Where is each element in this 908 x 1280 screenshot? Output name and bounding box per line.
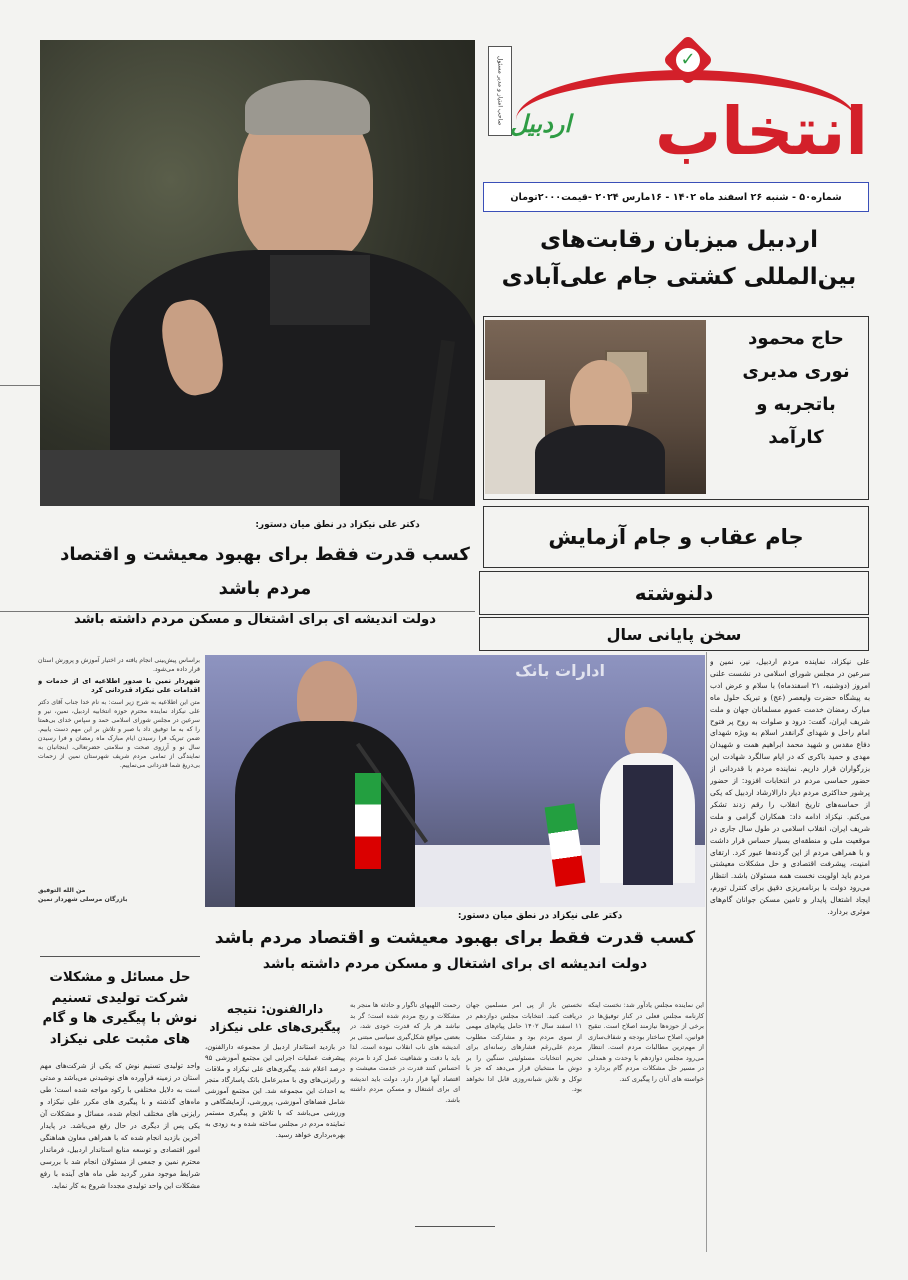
second-title[interactable]: کسب قدرت فقط برای بهبود معیشت و اقتصاد مردم باشد [214,928,696,948]
main-title[interactable]: کسب قدرت فقط برای بهبود معیشت و اقتصاد مردم باشد [60,544,470,599]
check-icon: ✓ [676,48,700,72]
divider [415,1226,495,1227]
issue-line: شماره۵۰ - شنبه ۲۶ اسفند ماه ۱۴۰۲ - ۱۶مارس ۲۰۲۴ -قیمت۲۰۰۰تومان [483,182,869,212]
flag-left [355,773,381,869]
profile-photo [485,320,706,494]
middle-column-3: این نماینده مجلس یادآور شد: نخست اینکه کارنامه مجلس فعلی در کنار توفیق‌ها در برخی از حوزه‌ها نیازمند اصلاح است. تنقیح قوانین، اصلاح ساختار بودجه و شفاف‌سازی از مهم‌ترین مطالبات مردم است. انتظار می‌رود مجلس دوازدهم با وحدت و همدلی در مسیر حل مشکلات مردم گام بردارد و خواسته های آنان را پیگیری کند. [588,1001,704,1083]
side-badge: صاحب امتیاز و مدیر مسئول [488,46,512,136]
headline-box-3[interactable]: سخن پایانی سال [479,617,869,651]
divider [0,385,40,386]
second-kicker: دکتر علی نیکزاد در نطق میان دستور: [457,911,623,921]
event-photo [205,655,705,907]
left-bold: شهردار نمین با صدور اطلاعیه ای از خدمات و اقدامات علی نیکزاد قدردانی کرد [38,677,200,694]
banner-text: ادارات بانک [515,661,605,680]
sign-name: من الله التوفیق [38,887,86,894]
headline-box-1[interactable]: جام عقاب و جام آزمایش [483,506,869,568]
logo-sub: اردبیل [510,110,572,138]
right-column: علی نیکزاد، نماینده مردم اردبیل، نیر، نمین و سرعین در مجلس شورای اسلامی در نشست علنی امروز (دوشنبه، ۲۱ اسفندماه) با سلام و عرض ادب به پیشگاه حضرت ولیعصر (عج) و تبریک حلول ماه مبارک رمضان خدمت عموم مسلمانان جهان و ملت شریف ایران، گفت: درود و صلوات به روح پر فتوح امام راحل و شهدای گرانقدر اسلام به ویژه شهدای دفاع مقدس و شهید محمد ابراهیم همت و شهیدان مهدی و حمید باکری که در ایام سالگرد شهادت این بزرگواران قرار داریم. نماینده مردم با قدردانی از حضور حماسی مردم در انتخابات افزود: از حضور پرشور حداکثری مردم دیار دارالارشاد اردبیل که یکی از حماسه‌های تاریخ انقلاب را رقم زدند تشکر می‌کنم. نیکزاد ادامه داد: همکاران گرامی و ملت شریف ایران، انقلاب اسلامی در طول سال جاری در موقعیت ملی و منطقه‌ای بسیار حساس قرار داشت و با همراهی مردم از این گردنه‌ها عبور کرد. ارتقای امنیت، پیشرفت اقتصادی و حل مشکلات معیشتی مردم باید اولویت نخست همه مسئولان باشد. انتظار می‌رود دولت با برنامه‌ریزی دقیق برای کنترل تورم، ایجاد اشتغال پایدار و تامین مسکن جوانان گام‌های موثری بردارد. [710,657,870,917]
sign-role: بازرگان مرسلی شهردار نمین [38,896,128,903]
middle-column-2: نخستین بار از پی امر مسلمین جهان دریافت کنید. انتخابات مجلس دوازدهم در ۱۱ اسفند سال ۱۴۰۲ حامل پیام‌های مهمی از سوی مردم بود و مشارکت مطلوب مردم علی‌رغم فشارهای رسانه‌ای برای تحریم انتخابات مسئولیتی سنگین را بر دوش ما منتخبان قرار می‌دهد که جز با توکل و تلاش شبانه‌روزی قابل ادا نخواهد بود. [466,1001,582,1093]
top-headline[interactable]: اردبیل میزبان رقابت‌های بین‌المللی کشتی جام علی‌آبادی [501,227,857,290]
logo-main: انتخاب [654,93,868,170]
hero-photo [40,40,475,506]
profile-headline[interactable]: حاج محمود نوری مدیری باتجربه و کارآمد [742,328,850,448]
main-subtitle: دولت اندیشه ای برای اشتغال و مسکن مردم داشته باشد [74,612,436,627]
middle-column-1: رحمت اللهیهای ناگوار و حادثه ها منجر به مشکلات و رنج مردم شده است؛ گر بد نباشد هر بار که قدرت خودی شد، در بعضی مواقع شکل‌گیری سیاسی مبتنی بر اندیشه های ناب انقلاب نبوده است. لذا باید با دقت و شفافیت عمل کرد تا مردم احساس کنند قدرت در خدمت معیشت و اقتصاد آنها قرار دارد. دولت باید اندیشه ای برای اشتغال و مسکن مردم داشته باشد. [350,1001,460,1104]
company-body: واحد تولیدی تسنیم نوش که یکی از شرکت‌های مهم استان در زمینه فرآورده های نوشیدنی می‌باشد و مدتی است به دلایل مختلفی با رکود مواجه شده است؛ طی ماه‌های گذشته و با پیگیری های مکرر علی نیکزاد و رایزنی های مختلف انجام شده، مسائل و مشکلات آن یکی پس از دیگری در حال رفع می‌باشد. در پایدار آخرین بازدید انجام شده که با همراهی معاون هماهنگی امور اقتصادی و توسعه منابع استاندار اردبیل، فرماندار محترم نمین و جمعی از مسئولان انجام شد با بررسی شرایط موجود مقرر گردید طی ماه های آینده با رفع مشکلات این واحد تولیدی مجددا شروع به کار نماید. [40,1062,200,1190]
left-column: براساس پیش‌بینی انجام یافته در اختیار آموزش و پرورش استان قرار داده می‌شود. شهردار نمین با صدور اطلاعیه ای از خدمات و اقدامات علی نیکزاد قدردانی کرد متن این اطلاعیه به شرح زیر است: به نام خدا جناب آقای دکتر علی نیکزاد نماینده محترم حوزه انتخابیه اردبیل، نمین، نیر و سرعین در مجلس شورای اسلامی حمد و سپاس خدای بی‌همتا را که به ما توفیق داد با صبر و تلاش بر این مهم دست یابیم. ضمن تبریک فرا رسیدن ایام مبارک ماه رمضان و فرا رسیدن سال نو و آرزوی صحت و سلامتی حضرتعالی، اینجانبان به نمایندگی از تمامی مردم شریف شهرستان نمین از زحمات بی‌دریغ شما قدردانی می‌نماییم. من الله التوفیق بازرگان مرسلی شهردار نمین [38,657,200,903]
masthead [480,40,870,190]
darolfonoon-body: در بازدید استاندار اردبیل از مجموعه دارالفنون، پیشرفت عملیات اجرایی این مجتمع آموزشی ۹۵ درصد اعلام شد. پیگیری‌های علی نیکزاد و ملاقات و رایزنی‌های وی با مدیرعامل بانک پاسارگاد منجر به احداث این مجموعه شد. این مجتمع آموزشی شامل فضاهای آموزشی، پرورشی، آزمایشگاهی و ورزشی می‌باشد که با تلاش و پیگیری مستمر نماینده مردم در مجلس ساخته شده و به زودی به بهره‌برداری خواهد رسید. [205,1043,345,1139]
divider [40,956,200,957]
column-separator [706,652,707,1252]
darolfonoon-title[interactable]: دارالفنون: نتیجه پیگیری‌های علی نیکزاد [209,1002,341,1034]
second-subtitle: دولت اندیشه ای برای اشتغال و مسکن مردم داشته باشد [262,956,648,972]
company-title[interactable]: حل مسائل و مشکلات شرکت تولیدی تسنیم نوش با پیگیری ها و گام های مثبت علی نیکزاد [42,970,198,1047]
main-kicker: دکتر علی نیکزاد در نطق میان دستور: [255,520,420,530]
headline-box-2[interactable]: دلنوشته [479,571,869,615]
